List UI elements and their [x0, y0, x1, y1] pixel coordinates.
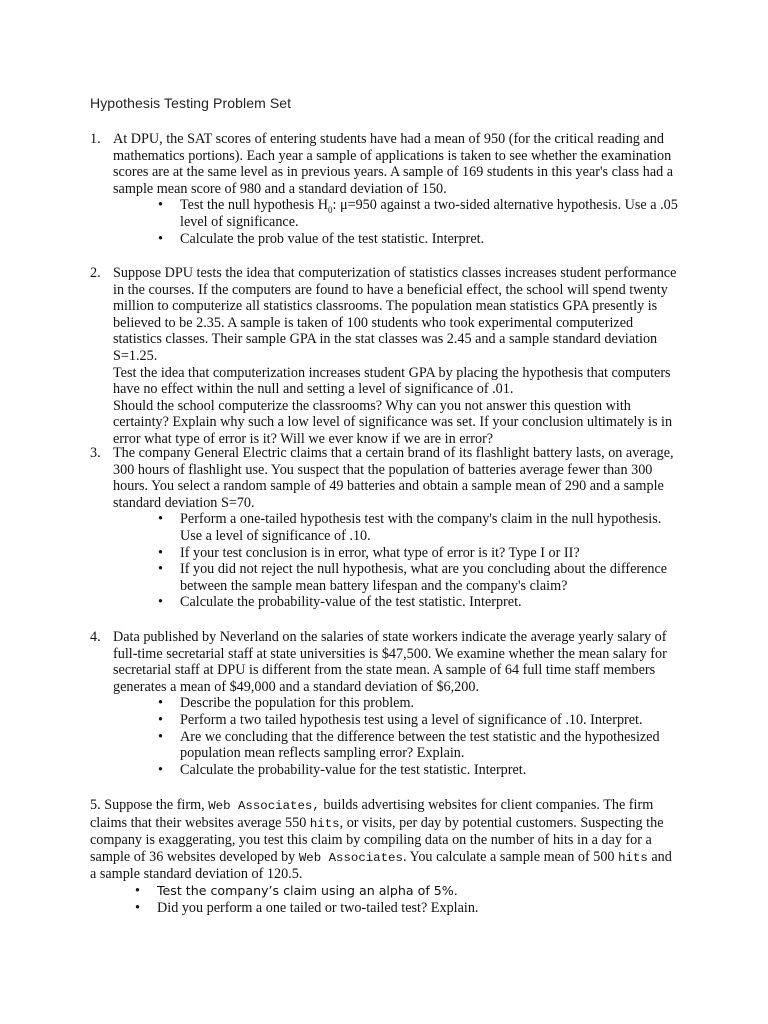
- company-name: Web Associates,: [208, 799, 320, 813]
- list-item-text: Test the company’s claim using an alpha of 5%.: [157, 882, 458, 898]
- question-5: [90, 797, 680, 916]
- question-text: At DPU, the SAT scores of entering students have had a mean of 950 (for the critical reading and mathematics portions). Each year a sample of applications is taken to see whether the examination scores are at the same level as in previous years. A sample of 169 students in this year's class had a sample mean score of 980 and a standard deviation of 150.: [113, 131, 674, 197]
- list-item: [158, 695, 680, 712]
- bullet-list: [113, 511, 680, 611]
- bullet-list: [113, 197, 680, 247]
- list-item-text: Calculate the prob value of the test statistic. Interpret.: [180, 230, 485, 247]
- bullet-icon: •: [158, 594, 163, 611]
- bullet-icon: •: [135, 899, 140, 916]
- question-text: 5. Suppose the firm, Web Associates, builds advertising websites for client companies. The firm claims that their websites average 550 hits, or visits, per day by potential customers. Suspecting the company is exaggerating, you test this claim by compiling data on the number of hits in a day for a sample of 36 websites developed by Web Associates. You calculate a sample mean of 500 hits and a sample standard deviation of 120.5.: [90, 797, 672, 883]
- question-number: 2.: [90, 265, 101, 281]
- bullet-icon: •: [158, 197, 163, 214]
- question-number: 4.: [90, 629, 101, 645]
- list-item: [158, 511, 680, 544]
- bullet-icon: •: [158, 695, 163, 712]
- bullet-icon: •: [158, 711, 163, 728]
- question-text: Should the school computerize the classrooms? Why can you not answer this question with certainty? Explain why such a low level of significance was set. If your conclusion ultimately is in error what type of error is it? Will we ever know if we are in error?: [113, 397, 673, 447]
- bullet-list: [90, 883, 680, 916]
- question-number: 1.: [90, 131, 101, 147]
- list-item-text: Calculate the probability-value for the test statistic. Interpret.: [180, 761, 527, 778]
- list-item: [158, 561, 680, 594]
- question-text: Suppose DPU tests the idea that computerization of statistics classes increases student performance in the courses. If the computers are found to have a beneficial effect, the school will spend twenty million to computerize all statistics classrooms. The population mean statistics GPA presently is believed to be 2.35. A sample is taken of 100 students who took experimental computerized statistics classes. Their sample GPA in the stat classes was 2.45 and a sample standard deviation S=1.25.: [113, 265, 677, 364]
- list-item: [158, 197, 680, 230]
- page-title: Hypothesis Testing Problem Set: [90, 95, 292, 111]
- question-number: 3.: [90, 445, 101, 461]
- bullet-icon: •: [158, 561, 163, 578]
- bullet-icon: •: [158, 728, 163, 745]
- bullet-icon: •: [158, 230, 163, 247]
- question-4: [90, 629, 680, 778]
- bullet-list: [113, 695, 680, 778]
- question-text: The company General Electric claims that a certain brand of its flashlight battery lasts, on average, 300 hours of flashlight use. You suspect that the population of batteries average fewer than 300 hours. You select a random sample of 49 batteries and obtain a sample mean of 290 and a sample standard deviation S=70.: [113, 445, 674, 511]
- list-item: [158, 594, 680, 611]
- list-item-text: If your test conclusion is in error, what type of error is it? Type I or II?: [180, 544, 580, 561]
- list-item-text: Did you perform a one tailed or two-tailed test? Explain.: [157, 899, 479, 916]
- subscript: 0: [327, 205, 333, 216]
- question-2: [90, 265, 680, 448]
- bullet-icon: •: [158, 761, 163, 778]
- list-item: [135, 900, 680, 917]
- company-name: Web Associates: [298, 850, 403, 865]
- question-text: Data published by Neverland on the salaries of state workers indicate the average yearly salary of full-time secretarial staff at state universities is $47,500. We examine whether the mean salary for secretarial staff at DPU is different from the state mean. A sample of 64 full time staff members generates a mean of $49,000 and a standard deviation of $6,200.: [113, 629, 667, 695]
- list-item-text: Perform a two tailed hypothesis test using a level of significance of .10. Interpret.: [180, 711, 643, 728]
- list-item-text: Test the null hypothesis $H_0$: μ=950 against a two-sided alternative hypothesis. Use a .05 level of significance.: [180, 197, 678, 230]
- list-item-text: Are we concluding that the difference between the test statistic and the hypothesized population mean reflects sampling error? Explain.: [180, 728, 660, 762]
- list-item: [158, 729, 680, 762]
- list-item: [135, 883, 680, 900]
- bullet-icon: •: [158, 511, 163, 528]
- code-term: hits: [618, 850, 648, 865]
- code-term: hits: [309, 816, 340, 831]
- bullet-icon: •: [135, 882, 140, 899]
- list-item: [158, 762, 680, 779]
- question-1: [90, 131, 680, 247]
- list-item: [158, 712, 680, 729]
- bullet-icon: •: [158, 544, 163, 561]
- list-item: [158, 545, 680, 562]
- list-item: [158, 231, 680, 248]
- question-3: [90, 445, 680, 611]
- list-item-text: Calculate the probability-value of the test statistic. Interpret.: [180, 594, 522, 611]
- list-item-text: Describe the population for this problem.: [180, 695, 415, 712]
- question-text: Test the idea that computerization increases student GPA by placing the hypothesis that computers have no effect within the null and setting a level of significance of .01.: [113, 364, 671, 398]
- list-item-text: Perform a one-tailed hypothesis test with the company's claim in the null hypothesis. Use a level of significance of .10.: [180, 511, 662, 544]
- list-item-text: If you did not reject the null hypothesis, what are you concluding about the difference between the sample mean battery lifespan and the company's claim?: [180, 561, 668, 594]
